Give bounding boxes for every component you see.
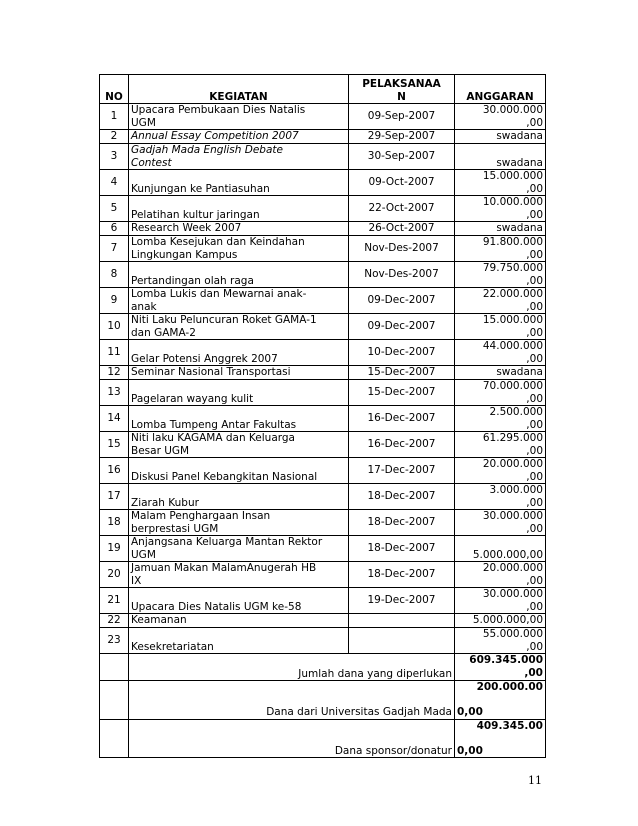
- budget-line: 30.000.000: [482, 588, 543, 600]
- table-row: [100, 130, 546, 144]
- header-no: NO: [100, 75, 129, 104]
- budget-line: ,00: [526, 182, 543, 195]
- page-number: 11: [528, 774, 542, 787]
- activity-date: 30-Sep-2007: [349, 144, 455, 170]
- budget-line: ,00: [526, 444, 543, 457]
- summary-value-line: 0,00: [457, 744, 483, 757]
- row-number: 13: [100, 380, 129, 406]
- row-number: 8: [100, 262, 129, 288]
- activity-line: Contest: [131, 156, 172, 169]
- activity-name: [129, 628, 349, 654]
- summary-empty-cell: [100, 681, 129, 720]
- activity-line: Lomba Kesejukan dan Keindahan: [131, 236, 305, 248]
- header-pelaksanaan: [349, 75, 455, 104]
- activity-date: [349, 628, 455, 654]
- activity-date: 18-Dec-2007: [349, 484, 455, 510]
- activity-line: Lomba Tumpeng Antar Fakultas: [131, 418, 297, 431]
- activity-line: anak: [131, 300, 157, 313]
- budget-line: ,00: [526, 352, 543, 365]
- activity-line: Seminar Nasional Transportasi: [131, 366, 291, 378]
- budget-line: 20.000.000: [482, 458, 543, 470]
- row-number: 4: [100, 170, 129, 196]
- row-number: 7: [100, 236, 129, 262]
- activity-line: dan GAMA-2: [131, 326, 196, 339]
- budget-line: 5.000.000,00: [472, 614, 543, 626]
- activity-budget: [455, 236, 546, 262]
- row-number: 10: [100, 314, 129, 340]
- budget-line: ,00: [526, 326, 543, 339]
- activity-date: Nov-Des-2007: [349, 236, 455, 262]
- activity-name: [129, 432, 349, 458]
- table-row: [100, 262, 546, 288]
- activity-line: IX: [131, 574, 142, 587]
- row-number: 1: [100, 104, 129, 130]
- summary-row-total-required: [100, 654, 546, 681]
- table-row: [100, 222, 546, 236]
- table-row: [100, 562, 546, 588]
- activity-name: [129, 196, 349, 222]
- activity-line: Lingkungan Kampus: [131, 248, 238, 261]
- budget-line: 15.000.000: [482, 314, 543, 326]
- activity-line: Annual Essay Competition 2007: [131, 130, 299, 142]
- activity-budget: [455, 432, 546, 458]
- summary-empty-cell: [100, 719, 129, 758]
- row-number: 12: [100, 366, 129, 380]
- activity-date: 18-Dec-2007: [349, 562, 455, 588]
- activity-name: [129, 236, 349, 262]
- activity-name: [129, 130, 349, 144]
- activity-name: [129, 314, 349, 340]
- activity-name: [129, 484, 349, 510]
- budget-line: swadana: [496, 366, 543, 378]
- activity-name: [129, 366, 349, 380]
- activity-line: Upacara Pembukaan Dies Natalis: [131, 104, 306, 116]
- activity-budget: [455, 588, 546, 614]
- activity-line: Ziarah Kubur: [131, 496, 199, 509]
- budget-line: 91.800.000: [482, 236, 543, 248]
- budget-line: 5.000.000,00: [472, 548, 543, 561]
- budget-line: ,00: [526, 470, 543, 483]
- table-row: [100, 288, 546, 314]
- row-number: 2: [100, 130, 129, 144]
- table-row: [100, 236, 546, 262]
- activity-date: 19-Dec-2007: [349, 588, 455, 614]
- table-row: [100, 536, 546, 562]
- table-row: [100, 510, 546, 536]
- budget-line: ,00: [526, 300, 543, 313]
- activity-date: 16-Dec-2007: [349, 406, 455, 432]
- budget-line: 15.000.000: [482, 170, 543, 182]
- budget-line: ,00: [526, 274, 543, 287]
- budget-line: 10.000.000: [482, 196, 543, 208]
- budget-line: swadana: [496, 130, 543, 142]
- budget-line: ,00: [526, 418, 543, 431]
- activity-budget: [455, 262, 546, 288]
- activity-date: 10-Dec-2007: [349, 340, 455, 366]
- budget-line: ,00: [526, 496, 543, 509]
- budget-line: 3.000.000: [489, 484, 543, 496]
- activity-budget: [455, 406, 546, 432]
- row-number: 5: [100, 196, 129, 222]
- row-number: 19: [100, 536, 129, 562]
- budget-line: 79.750.000: [482, 262, 543, 274]
- activity-name: [129, 104, 349, 130]
- activity-name: [129, 144, 349, 170]
- activity-budget: [455, 144, 546, 170]
- activity-name: [129, 458, 349, 484]
- row-number: 21: [100, 588, 129, 614]
- activity-line: Upacara Dies Natalis UGM ke-58: [131, 600, 302, 613]
- budget-line: ,00: [526, 208, 543, 221]
- activity-date: 09-Sep-2007: [349, 104, 455, 130]
- budget-line: swadana: [496, 222, 543, 234]
- budget-line: ,00: [526, 392, 543, 405]
- summary-value-line: 200.000.00: [476, 681, 543, 693]
- activity-budget: [455, 314, 546, 340]
- activity-line: Niti Laku Peluncuran Roket GAMA-1: [131, 314, 317, 326]
- budget-line: ,00: [526, 522, 543, 535]
- activity-budget: [455, 458, 546, 484]
- activity-line: Kesekretariatan: [131, 640, 214, 653]
- table-row: [100, 406, 546, 432]
- table-row: [100, 196, 546, 222]
- budget-line: 22.000.000: [482, 288, 543, 300]
- row-number: 23: [100, 628, 129, 654]
- activity-date: 16-Dec-2007: [349, 432, 455, 458]
- table-row: [100, 628, 546, 654]
- budget-line: ,00: [526, 640, 543, 653]
- activity-date: 15-Dec-2007: [349, 380, 455, 406]
- activity-budget: [455, 104, 546, 130]
- activity-line: Gelar Potensi Anggrek 2007: [131, 352, 278, 365]
- summary-value-line: 609.345.000: [469, 654, 543, 666]
- activity-date: Nov-Des-2007: [349, 262, 455, 288]
- header-pelaksanaan-line2: N: [397, 90, 406, 103]
- activity-budget: [455, 366, 546, 380]
- activity-date: 18-Dec-2007: [349, 510, 455, 536]
- activity-budget: [455, 196, 546, 222]
- activity-date: 09-Dec-2007: [349, 314, 455, 340]
- activity-budget: [455, 536, 546, 562]
- header-pelaksanaan-line1: PELAKSANAA: [362, 78, 441, 90]
- row-number: 18: [100, 510, 129, 536]
- activity-line: Besar UGM: [131, 444, 190, 457]
- activity-date: 15-Dec-2007: [349, 366, 455, 380]
- activity-date: 09-Dec-2007: [349, 288, 455, 314]
- summary-empty-cell: [100, 654, 129, 681]
- row-number: 20: [100, 562, 129, 588]
- activity-date: 22-Oct-2007: [349, 196, 455, 222]
- activity-name: [129, 536, 349, 562]
- activity-line: Malam Penghargaan Insan: [131, 510, 271, 522]
- activity-name: [129, 406, 349, 432]
- row-number: 9: [100, 288, 129, 314]
- table-row: [100, 340, 546, 366]
- row-number: 22: [100, 614, 129, 628]
- activity-name: [129, 340, 349, 366]
- header-row: [100, 75, 546, 104]
- activity-line: berprestasi UGM: [131, 522, 219, 535]
- summary-row-ugm-funding: [100, 681, 546, 720]
- activity-budget: [455, 510, 546, 536]
- row-number: 15: [100, 432, 129, 458]
- summary-value-line: 0,00: [457, 706, 483, 718]
- budget-line: 2.500.000: [489, 406, 543, 418]
- activity-date: [349, 614, 455, 628]
- budget-line: ,00: [526, 600, 543, 613]
- activity-budget: [455, 130, 546, 144]
- activity-name: [129, 288, 349, 314]
- summary-row-sponsor-funding: [100, 719, 546, 758]
- budget-table: [99, 74, 546, 758]
- budget-line: 55.000.000: [482, 628, 543, 640]
- table-row: [100, 432, 546, 458]
- summary-label: Jumlah dana yang diperlukan: [129, 654, 455, 681]
- activity-line: Pertandingan olah raga: [131, 274, 254, 287]
- activity-line: Niti laku KAGAMA dan Keluarga: [131, 432, 295, 444]
- row-number: 11: [100, 340, 129, 366]
- activity-line: UGM: [131, 116, 156, 129]
- activity-budget: [455, 288, 546, 314]
- budget-line: 44.000.000: [482, 340, 543, 352]
- activity-line: Lomba Lukis dan Mewarnai anak-: [131, 288, 307, 300]
- activity-name: [129, 562, 349, 588]
- budget-line: 61.295.000: [482, 432, 543, 444]
- activity-line: UGM: [131, 548, 156, 561]
- budget-line: 20.000.000: [482, 562, 543, 574]
- activity-name: [129, 262, 349, 288]
- activity-line: Pelatihan kultur jaringan: [131, 208, 260, 221]
- budget-line: 30.000.000: [482, 104, 543, 116]
- budget-line: ,00: [526, 574, 543, 587]
- table-row: [100, 314, 546, 340]
- activity-date: 26-Oct-2007: [349, 222, 455, 236]
- budget-line: ,00: [526, 116, 543, 129]
- activity-name: [129, 380, 349, 406]
- activity-line: Jamuan Makan MalamAnugerah HB: [131, 562, 317, 574]
- table-row: [100, 588, 546, 614]
- activity-budget: [455, 170, 546, 196]
- activity-name: [129, 222, 349, 236]
- activity-line: Anjangsana Keluarga Mantan Rektor: [131, 536, 323, 548]
- table-row: [100, 614, 546, 628]
- table-row: [100, 380, 546, 406]
- summary-value: [455, 654, 546, 681]
- row-number: 16: [100, 458, 129, 484]
- budget-line: 30.000.000: [482, 510, 543, 522]
- table-row: [100, 458, 546, 484]
- activity-date: 17-Dec-2007: [349, 458, 455, 484]
- table-row: [100, 144, 546, 170]
- table-row: [100, 170, 546, 196]
- budget-line: swadana: [496, 156, 543, 169]
- summary-label: Dana dari Universitas Gadjah Mada: [129, 681, 455, 720]
- activity-budget: [455, 484, 546, 510]
- activity-budget: [455, 614, 546, 628]
- activity-budget: [455, 222, 546, 236]
- header-kegiatan: KEGIATAN: [129, 75, 349, 104]
- budget-line: 70.000.000: [482, 380, 543, 392]
- row-number: 17: [100, 484, 129, 510]
- activity-budget: [455, 380, 546, 406]
- budget-line: ,00: [526, 248, 543, 261]
- activity-line: Keamanan: [131, 614, 187, 626]
- activity-budget: [455, 340, 546, 366]
- activity-line: Research Week 2007: [131, 222, 242, 234]
- row-number: 3: [100, 144, 129, 170]
- activity-line: Gadjah Mada English Debate: [131, 144, 283, 156]
- activity-budget: [455, 628, 546, 654]
- activity-date: 29-Sep-2007: [349, 130, 455, 144]
- activity-date: 18-Dec-2007: [349, 536, 455, 562]
- row-number: 14: [100, 406, 129, 432]
- activity-budget: [455, 562, 546, 588]
- summary-value: [455, 681, 546, 720]
- summary-label: Dana sponsor/donatur: [129, 719, 455, 758]
- header-anggaran: ANGGARAN: [455, 75, 546, 104]
- activity-line: Kunjungan ke Pantiasuhan: [131, 182, 270, 195]
- activity-name: [129, 588, 349, 614]
- activity-line: Diskusi Panel Kebangkitan Nasional: [131, 470, 318, 483]
- table-row: [100, 366, 546, 380]
- table-row: [100, 484, 546, 510]
- summary-value-line: 409.345.00: [476, 719, 543, 732]
- row-number: 6: [100, 222, 129, 236]
- summary-value-line: ,00: [524, 666, 543, 679]
- activity-line: Pagelaran wayang kulit: [131, 392, 254, 405]
- activity-name: [129, 510, 349, 536]
- summary-value: [455, 719, 546, 758]
- activity-date: 09-Oct-2007: [349, 170, 455, 196]
- table-row: [100, 104, 546, 130]
- activity-name: [129, 170, 349, 196]
- activity-name: [129, 614, 349, 628]
